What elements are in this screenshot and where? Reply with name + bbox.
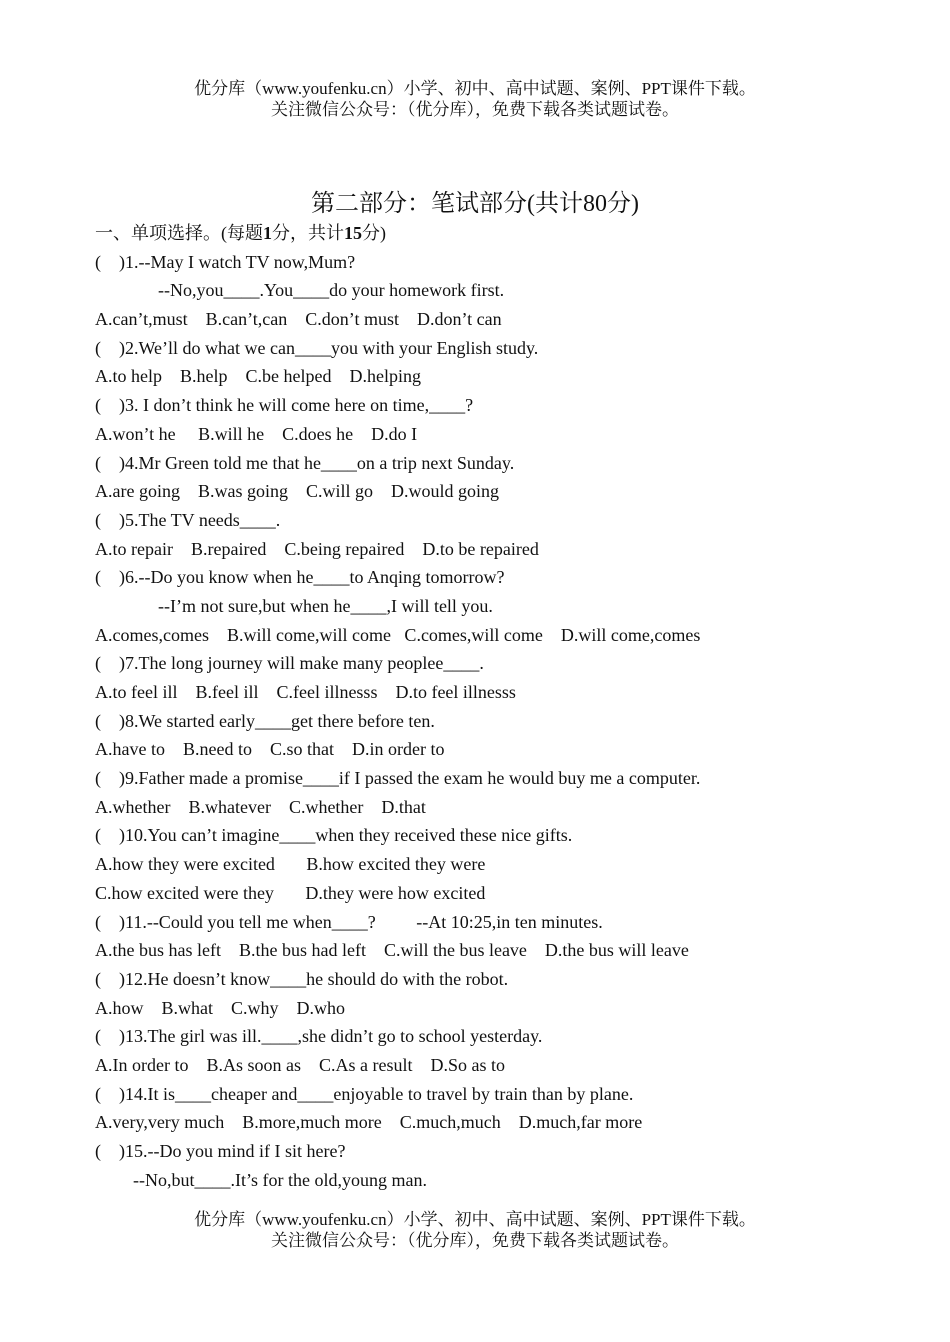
question-9: ( )9.Father made a promise____if I passed the exam he would buy me a computer. [95, 768, 701, 789]
question-12: ( )12.He doesn’t know____he should do with the robot. [95, 968, 509, 989]
question-10-options-ab: A.how they were excited B.how excited they were [95, 854, 486, 875]
question-11: ( )11.--Could you tell me when____? --At 10:25,in ten minutes. [95, 911, 603, 932]
page-header [0, 78, 950, 120]
question-3-options: A.won’t he B.will he C.does he D.do I [95, 423, 418, 444]
question-1: ( )1.--May I watch TV now,Mum? [95, 251, 356, 272]
question-6-continuation: --I’m not sure,but when he____,I will tell you. [158, 595, 493, 616]
question-9-options: A.whether B.whatever C.whether D.that [95, 796, 426, 817]
question-4-options: A.are going B.was going C.will go D.would going [95, 481, 499, 502]
footer-line-1: 优分库（www.youfenku.cn）小学、初中、高中试题、案例、PPT课件下载。 [194, 1210, 756, 1229]
question-4: ( )4.Mr Green told me that he____on a trip next Sunday. [95, 452, 515, 473]
question-14: ( )14.It is____cheaper and____enjoyable to travel by train than by plane. [95, 1083, 634, 1104]
section-instructions: 一、单项选择。(每题1分，共计15分) [95, 223, 386, 243]
question-7: ( )7.The long journey will make many peoplee____. [95, 653, 484, 674]
question-14-options: A.very,very much B.more,much more C.much,much D.much,far more [95, 1112, 643, 1133]
question-11-options: A.the bus has left B.the bus had left C.will the bus leave D.the bus will leave [95, 940, 689, 961]
question-3: ( )3. I don’t think he will come here on time,____? [95, 395, 474, 416]
question-10: ( )10.You can’t imagine____when they received these nice gifts. [95, 825, 573, 846]
footer-line-2: 关注微信公众号：（优分库），免费下载各类试题试卷。 [271, 1231, 679, 1250]
question-7-options: A.to feel ill B.feel ill C.feel illnesss D.to feel illnesss [95, 682, 516, 702]
question-5-options: A.to repair B.repaired C.being repaired D.to be repaired [95, 538, 539, 559]
question-15: ( )15.--Do you mind if I sit here? [95, 1141, 346, 1161]
question-6: ( )6.--Do you know when he____to Anqing tomorrow? [95, 567, 505, 588]
question-1-options: A.can’t,must B.can’t,can C.don’t must D.don’t can [95, 309, 502, 330]
question-2: ( )2.We’ll do what we can____you with your English study. [95, 337, 539, 358]
section-title: 第二部分：笔试部分(共计80分) [311, 191, 639, 217]
question-10-options-cd: C.how excited were they D.they were how excited [95, 882, 486, 903]
question-15-continuation: --No,but____.It’s for the old,young man. [133, 1169, 427, 1190]
question-8: ( )8.We started early____get there before ten. [95, 710, 435, 731]
question-13-options: A.In order to B.As soon as C.As a result D.So as to [95, 1054, 505, 1075]
question-12-options: A.how B.what C.why D.who [95, 997, 345, 1018]
question-1-continuation: --No,you____.You____do your homework first. [158, 280, 505, 301]
question-13: ( )13.The girl was ill.____,she didn’t go to school yesterday. [95, 1026, 543, 1047]
header-line-1: 优分库（www.youfenku.cn）小学、初中、高中试题、案例、PPT课件下载。 [194, 79, 756, 98]
header-line-2: 关注微信公众号：（优分库），免费下载各类试题试卷。 [271, 100, 679, 119]
question-2-options: A.to help B.help C.be helped D.helping [95, 366, 421, 387]
question-list [95, 219, 895, 1194]
question-8-options: A.have to B.need to C.so that D.in order to [95, 739, 445, 760]
question-5: ( )5.The TV needs____. [95, 509, 281, 530]
question-6-options: A.comes,comes B.will come,will come C.comes,will come D.will come,comes [95, 624, 701, 645]
page-footer [0, 1209, 950, 1251]
